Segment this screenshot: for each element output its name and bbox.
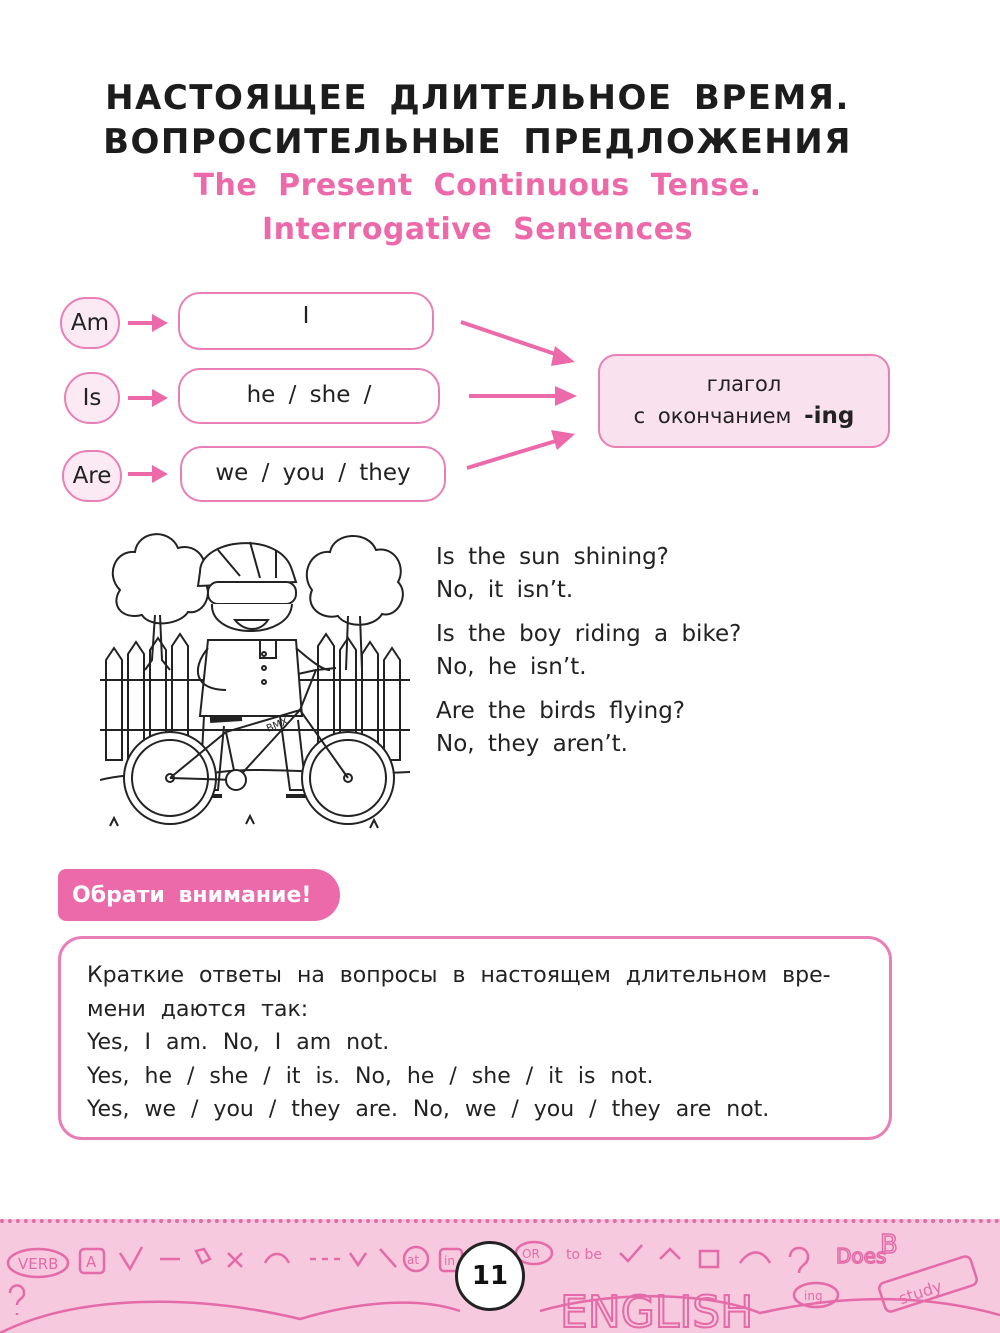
- attention-label: Обрати внимание!: [72, 882, 312, 908]
- example-1-answer: No, it isn’t.: [436, 577, 574, 603]
- note-line-1: Краткие ответы на вопросы в настоящем длительном вре-: [87, 963, 831, 988]
- subject-pill-are: [180, 446, 446, 502]
- arrow-right-icon: [128, 463, 168, 485]
- arrow-right-icon: [128, 312, 168, 334]
- doodle-to-be: to be: [566, 1247, 603, 1263]
- doodle-study: study: [896, 1276, 945, 1309]
- note-line-2: мени даются так:: [87, 996, 309, 1022]
- boy-on-bike-illustration: [100, 520, 412, 838]
- doodle-b: B: [880, 1230, 898, 1260]
- arrow-right-icon: [128, 387, 168, 409]
- aux-are-pill: [62, 450, 122, 502]
- converging-arrows: [455, 310, 585, 470]
- subject-i: I: [302, 303, 310, 329]
- example-3: [436, 695, 685, 761]
- example-2-answer: No, he isn’t.: [436, 654, 587, 680]
- doodle-in: in: [444, 1254, 455, 1268]
- title-en-line1: The Present Continuous Tense.: [193, 168, 762, 203]
- example-2: [436, 618, 741, 684]
- doodle-letter-a: A: [86, 1253, 97, 1271]
- subject-pill-is: [178, 368, 440, 424]
- note-line-4: Yes, he / she / it is. No, he / she / it is not.: [87, 1063, 654, 1089]
- note-line-3: Yes, I am. No, I am not.: [87, 1030, 390, 1055]
- short-answers-note: [58, 936, 892, 1140]
- example-2-question: Is the boy riding a bike?: [436, 621, 742, 647]
- title-ru-line1: НАСТОЯЩЕЕ ДЛИТЕЛЬНОЕ ВРЕМЯ.: [105, 78, 850, 118]
- doodle-english: ENGLISH: [560, 1287, 754, 1333]
- ing-suffix: -ing: [804, 403, 855, 429]
- verb-ending-line: [600, 400, 888, 432]
- doodle-at: at: [407, 1253, 420, 1267]
- ending-label: с окончанием: [633, 404, 792, 428]
- attention-banner: [58, 869, 340, 921]
- note-line-5: Yes, we / you / they are. No, we / you / they are not.: [87, 1097, 770, 1122]
- subject-pill-am: [178, 292, 434, 350]
- title-en-line2: Interrogative Sentences: [262, 212, 693, 247]
- verb-label: глагол: [706, 372, 782, 396]
- bike-frame-label: BMX: [265, 716, 290, 735]
- aux-is: Is: [82, 385, 102, 411]
- doodle-or: OR: [522, 1247, 540, 1261]
- example-1: [436, 541, 669, 607]
- doodle-ing: ing: [804, 1289, 823, 1303]
- aux-are: Are: [72, 463, 112, 489]
- verb-ing-box: [598, 354, 890, 448]
- subject-we-you-they: we / you / they: [215, 460, 411, 486]
- example-1-question: Is the sun shining?: [436, 544, 669, 570]
- doodle-verb: VERB: [18, 1255, 59, 1273]
- aux-am: Am: [70, 310, 110, 336]
- example-3-answer: No, they aren’t.: [436, 731, 628, 757]
- doodle-does: Does: [836, 1244, 887, 1268]
- page-number: 11: [455, 1241, 525, 1311]
- example-3-question: Are the birds flying?: [436, 698, 686, 724]
- aux-am-pill: [60, 297, 120, 349]
- subject-he-she: he / she /: [246, 382, 372, 408]
- title-ru-line2: ВОПРОСИТЕЛЬНЫЕ ПРЕДЛОЖЕНИЯ: [103, 122, 852, 162]
- aux-is-pill: [64, 372, 120, 424]
